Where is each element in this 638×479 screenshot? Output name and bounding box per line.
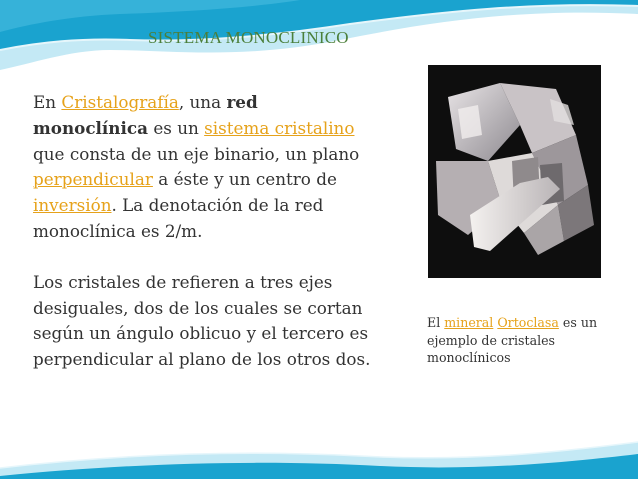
bottom-wave-decoration bbox=[0, 440, 638, 479]
link-cristalografia[interactable]: Cristalografía bbox=[61, 92, 179, 112]
link-ortoclasa[interactable]: Ortoclasa bbox=[497, 315, 559, 330]
photo-caption: El mineral Ortoclasa es un ejemplo de cristales monoclínicos bbox=[427, 315, 598, 365]
link-perpendicular[interactable]: perpendicular bbox=[33, 169, 153, 190]
bold-red-monoclinica: red monoclínica bbox=[33, 92, 258, 138]
paragraph-1: En Cristalografía, una red monoclínica es un sistema cristalino que consta de un eje binario, un plano perpendicular a éste y un centro de inversión. La denotación de la red monoclínica es 2/m. bbox=[33, 92, 360, 241]
orthoclase-crystal-photo bbox=[428, 65, 601, 278]
crystal-illustration bbox=[428, 65, 601, 278]
paragraph-2: Los cristales de refieren a tres ejes desiguales, dos de los cuales se cortan según un ángulo oblicuo y el tercero es perpendicular al plano de los otros dos. bbox=[33, 271, 371, 370]
slide-title: SISTEMA MONOCLINICO bbox=[148, 28, 349, 47]
link-inversion[interactable]: inversión bbox=[33, 195, 112, 216]
body-text bbox=[33, 90, 373, 373]
link-mineral[interactable]: mineral bbox=[444, 315, 494, 330]
link-sistema-cristalino[interactable]: sistema cristalino bbox=[204, 117, 355, 138]
